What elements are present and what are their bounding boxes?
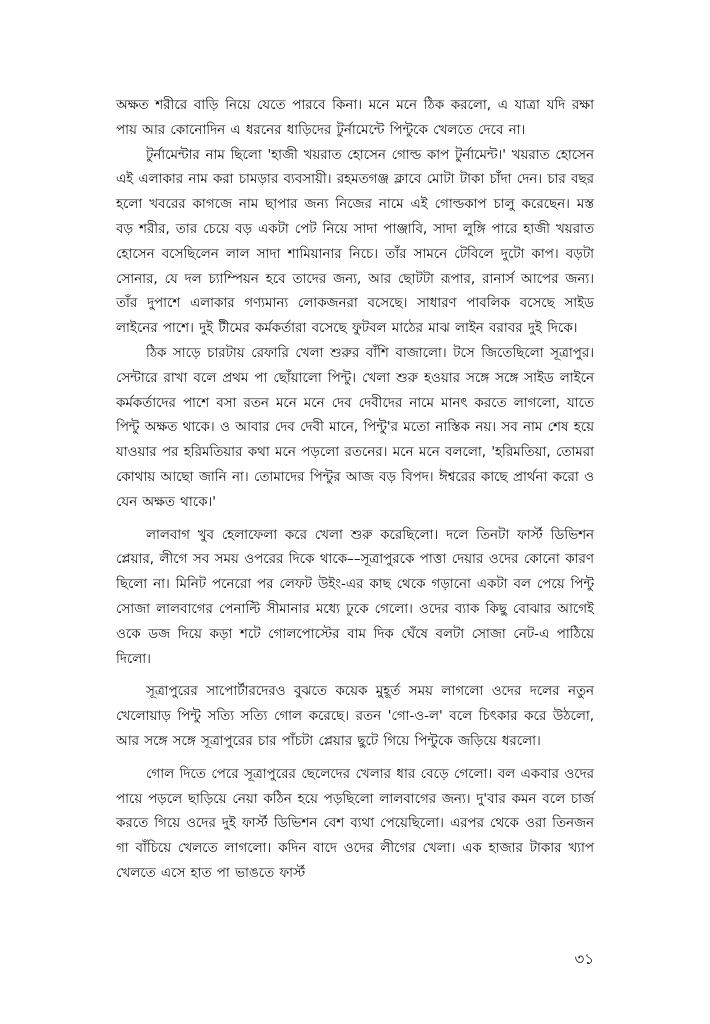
paragraph-lalbagh: লালবাগ খুব হেলাফেলা করে খেলা শুরু করেছিলো। দলে তিনটা ফার্স্ট ডিভিশন প্লেয়ার, লীগে সব সময় ওপরের দিকে থাকে––সূত্রাপুরকে পাত্তা দেয়ার ওদের কোনো কারণ ছিলো না। মিনিট পনেরো পর লেফট উইং-এর কাছ থেকে গড়ানো একটা বল পেয়ে পিন্টু সোজা লালবাগের পেনাল্টি সীমানার মধ্যে ঢুকে গেলো। ওদের ব্যাক কিছু বোঝার আগেই ওকে ডজ দিয়ে কড়া শটে গোলপোস্টের বাম দিক ঘেঁষে বলটা সোজা নেট-এ পাঠিয়ে দিলো। [116, 527, 594, 667]
paragraph-after-goal: গোল দিতে পেরে সূত্রাপুরের ছেলেদের খেলার ধার বেড়ে গেলো। বল একবার ওদের পায়ে পড়লে ছাড়িয়ে নেয়া কঠিন হয়ে পড়ছিলো লালবাগের জন্য। দু'বার কমন বলে চার্জ করতে গিয়ে ওদের দুই ফার্স্ট ডিভিশন বেশ ব্যথা পেয়েছিলো। এরপর থেকে ওরা তিনজন গা বাঁচিয়ে খেলতে লাগলো। কদিন বাদে ওদের লীগের খেলা। এক হাজার টাকার খ্যাপ খেলতে এসে হাত পা ভাঙতে ফার্স্ট [116, 766, 594, 881]
paragraph-kickoff: ঠিক সাড়ে চারটায় রেফারি খেলা শুরুর বাঁশি বাজালো। টসে জিতেছিলো সূত্রাপুর। সেন্টারে রাখা বলে প্রথম পা ছোঁয়ালো পিন্টু। খেলা শুরু হওয়ার সঙ্গে সঙ্গে সাইড লাইনে কর্মকর্তাদের পাশে বসা রতন মনে মনে দেব দেবীদের নামে মানৎ করতে লাগলো, যাতে পিন্টু অক্ষত থাকে। ও আবার দেব দেবী মানে, পিন্টু'র মতো নাস্তিক নয়। সব নাম শেষ হয়ে যাওয়ার পর হরিমতিয়ার কথা মনে পড়লো রতনের। মনে মনে বললো, 'হরিমতিয়া, তোমরা কোথায় আছো জানি না। তোমাদের পিন্টুর আজ বড় বিপদ। ঈশ্বরের কাছে প্রার্থনা করো ও যেন অক্ষত থাকে।' [116, 345, 594, 510]
paragraph-goal: সূত্রাপুরের সাপোর্টারদেরও বুঝতে কয়েক মুহূর্ত সময় লাগলো ওদের দলের নতুন খেলোয়াড় পিন্টু সত্যি সত্যি গোল করেছে। রতন 'গো-ও-ল' বলে চিৎকার করে উঠলো, আর সঙ্গে সঙ্গে সূত্রাপুরের চার পাঁচটা প্লেয়ার ছুটে গিয়ে পিন্টুকে জড়িয়ে ধরলো। [116, 684, 594, 749]
paragraph-tournament: টুর্নামেন্টার নাম ছিলো 'হাজী খয়রাত হোসেন গোল্ড কাপ টুর্নামেন্ট।' খয়রাত হোসেন এই এলাকার নাম করা চামড়ার ব্যবসায়ী। রহমতগঞ্জ ক্লাবে মোটা টাকা চাঁদা দেন। চার বছর হলো খবরের কাগজে নাম ছাপার জন্য নিজের নামে এই গোল্ডকাপ চালু করেছেন। মস্ত বড় শরীর, তার চেয়ে বড় একটা পেট নিয়ে সাদা পাঞ্জাবি, সাদা লুঙ্গি পারে হাজী খয়রাত হোসেন বসেছিলেন লাল সাদা শামিয়ানার নিচে। তাঁর সামনে টেবিলে দুটো কাপ। বড়টা সোনার, যে দল চ্যাম্পিয়ন হবে তাদের জন্য, আর ছোটটা রূপার, রানার্স আপের জন্য। তাঁর দুপাশে এলাকার গণ্যমান্য লোকজনরা বসেছে। সাধারণ পাবলিক বসেছে সাইড লাইনের পাশে। দুই টীমের কর্মকর্তারা বসেছে ফুটবল মাঠের মাঝ লাইন বরাবর দুই দিকে। [116, 147, 594, 337]
paragraph-continuation: অক্ষত শরীরে বাড়ি নিয়ে যেতে পারবে কিনা। মনে মনে ঠিক করলো, এ যাত্রা যদি রক্ষা পায় আর কোনোদিন এ ধরনের ধাড়িদের টুর্নামেন্টে পিন্টুকে খেলতে দেবে না। [116, 98, 594, 138]
page-number: ৩১ [574, 950, 594, 968]
page-text-block [116, 94, 594, 994]
